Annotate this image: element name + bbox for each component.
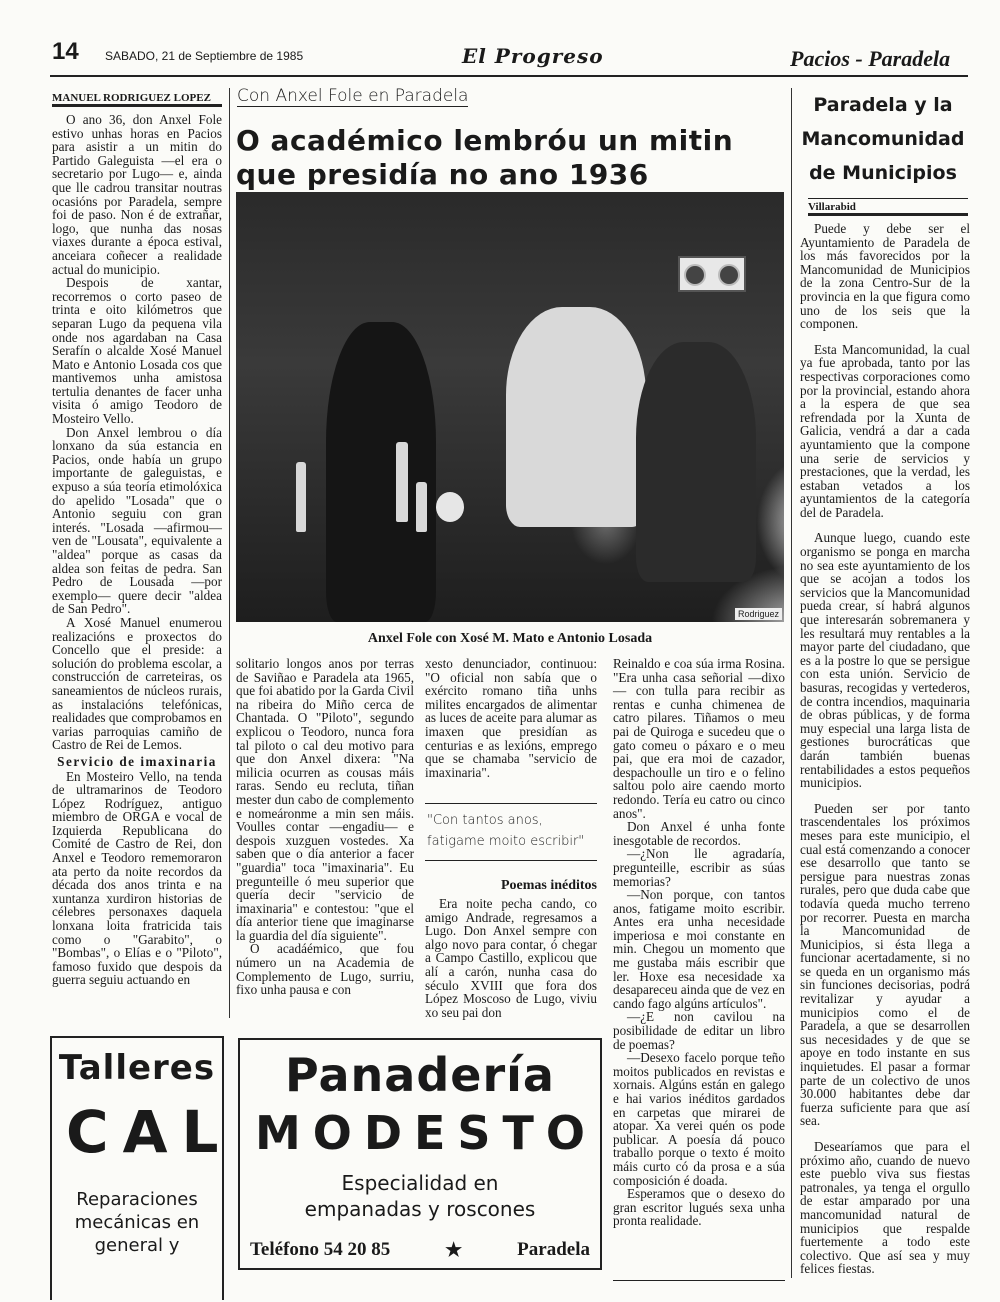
ad-talleres-cal (50, 1036, 233, 1300)
paragraph: A Xosé Manuel enumerou realizacións e proxectos do Concello que el preside: a solución do problema escolar, a construcción de carreteiras, os saneamientos de núcleos rurais, as instalacións telefónicas, realidades que comprobamos en varias parroquias camiño de Castro de Rei de Lemos. (52, 614, 222, 753)
paragraph: Reinaldo e coa súa irma Rosina. "Era unha casa señorial —dixo— con tulla para recibir as rentas e cunha chimenea de catro pilares. Tiñamos o meu pai de Quiroga e sucedeu que o gato comeu o páxaro e o meu pai, que era moi de cazador, despachoulle un tiro e o felino saltou polo aire caendo morto redondo. Tería eu catro ou cinco anos". (613, 656, 785, 821)
radio-in-photo (678, 256, 746, 292)
left-byline: MANUEL RODRIGUEZ LOPEZ (52, 92, 222, 107)
paragraph: Esperamos que o desexo do gran escritor lugués sexa unha pronta realidade. (613, 1186, 785, 1229)
photo-caption: Anxel Fole con Xosé M. Mato e Antonio Losada (367, 631, 653, 646)
header-rule (50, 75, 968, 77)
pull-quote: "Con tantos anos, fatigame moito escribir" (427, 813, 585, 849)
right-byline: Villarabid (808, 198, 968, 216)
paragraph: Despois de xantar, recorremos o corto paseo de trinta e oito kilómetros que separan Lugo da pequena vila onde nos agardaban na Casa Serafín o alcalde Xosé Manuel Mato e Antonio Losada cos que mantivemos unha amistosa tertulia denantes de facer unha visita ó amigo Teodoro de Mosteiro Vello. (52, 275, 222, 427)
paragraph: Don Anxel lembrou o día lonxano da súa estancia en Pacios, onde había un grupo importante de galeguistas, e expuso a súa teoría etimolóxica do apelido "Losada" que o Antonio seguiu con gran interés. "Losada —afirmou— ven de "Lousata", equivalente a "aldea" porque as casas da aldea son feitas de pedra. San Pedro de Lousada —por exemplo— quere decir "aldea de San Pedro". (52, 424, 222, 617)
ad-panaderia-town: Paradela (517, 1239, 590, 1260)
paragraph: —¿Non lle agradaría, pregunteille, escribir as súas memorias? (613, 846, 785, 889)
ad-panaderia-specialty: Especialidad en (341, 1171, 499, 1195)
bottom-rule (613, 1280, 785, 1281)
main-column-1 (236, 657, 414, 1017)
headline: O académico lembróu un mitin que presidía no ano 1936 (236, 124, 734, 191)
paragraph: Don Anxel é unha fonte inesgotable de recordos. (613, 819, 785, 848)
page-number: 14 (52, 38, 79, 65)
photo-credit: Rodriguez (735, 608, 782, 620)
person-right (636, 342, 756, 582)
paragraph: Desearíamos que para el próximo año, cuando de nuevo este pueblo viva sus fiestas patronales, ya tenga el orgullo de estar amparado por una mancomunidad natural de municipios que respalde fuertemente a todo este colectivo. Que así sea y muy felices fiestas. (800, 1139, 970, 1277)
paragraph: —Desexo facelo porque teño moitos publicados en revistas e xornais. Algúns están en galego e hai varios inéditos gardados en carpetas que mirarei de atopar. Xa verei quén os pode publicar. A poesía dá pouco traballo porque o texto é moito máis curto có da prosa e a súa composición é doada. (613, 1050, 785, 1188)
paragraph: En Mosteiro Vello, na tenda de ultramarinos de Teodoro López Rodríguez, antiguo miembro de ORGA e vocal de Izquierda Republicana do Comité de Castro de Rei, don Anxel e Teodoro rememoraron ata perto da noite recordos da década dos anos trinta e na xuntanza xurdiron historias de célebres personaxes daquela lonxana loita fratricida tais como o "Garabito", o "Bombas", o Elías e o "Piloto", famoso fuxido que despois da guerra seguiu actuando en (52, 768, 222, 988)
pull-rule-top (425, 803, 597, 804)
paragraph: xesto denunciador, continuou: "O oficial non sabía que o exército romano tiña unhs milites encargados de alimentar as luces de aceite para alumar as imaxen que presidían as centurias e as lexións, emprego que se chamaba "servicio de imaxinaria". (425, 656, 597, 780)
ad-talleres-text: Reparaciones mecánicas en general y (74, 1189, 200, 1256)
pull-rule-bottom (425, 860, 597, 861)
dateline: SABADO, 21 de Septiembre de 1985 (105, 49, 304, 63)
main-column-3 (613, 657, 785, 1275)
star-icon: ★ (445, 1240, 463, 1261)
paragraph: O acadáémico, que fou número un na Academia de Complemento de Lugo, surriu, fixo unha pausa e con (236, 941, 414, 998)
paragraph: O ano 36, don Anxel Fole estivo unhas horas en Pacios para asistir a un mitin do Partido Galeguista —el era o secretario por Lugo— e, ainda que lle cadrou transitar noutras ocasións por Paradela, sempre foi de paso. Non é de extrañar, logo, que nunha das nosas viaxes durante a época estival, anceiara coñecer a realidade actual do municipio. (52, 112, 222, 277)
section-title: Pacios - Paradela (790, 46, 951, 71)
paragraph: Puede y debe ser el Ayuntamiento de Paradela de los más favorecidos por la Mancomunidad de Municipios de la zona Centro-Sur de la provincia en la que figura como uno de los seis que la componen. (800, 221, 970, 332)
ad-panaderia-modesto (238, 1038, 602, 1270)
paragraph: Aunque luego, cuando este organismo se ponga en marcha no sea este ayuntamiento de los que se acojan a todos los servicios que la Mancomunidad pueda crear, sí habrá algunos que interesarán sobremanera y les resultará muy rentables a la mayor parte del ciudadano, que es a la postre lo que se persigue con esta unión. Servicio de basuras, recogidas y vertederos, de contra incendios, maquinaria de obras públicas, y de forma muy especial una larga lista de gestiones burocráticas que darán también buenas rentabilidades a estos pequeños municipios. (800, 530, 970, 791)
left-column (52, 113, 222, 1013)
ad-panaderia-name: MODESTO (254, 1106, 598, 1160)
column-divider (229, 88, 230, 1018)
subheading: Servicio de imaxinaria (57, 753, 217, 769)
right-headline: Paradela y la Mancomunidad de Municipios (801, 94, 965, 184)
main-column-2-top (425, 657, 597, 792)
ad-talleres-name: CAL (66, 1098, 233, 1166)
paragraph: —¿E non cavilou na posibilidade de editar un libro de poemas? (613, 1009, 785, 1052)
paragraph: Era noite pecha cando, co amigo Andrade, regresamos a Lugo. Don Anxel sempre con algo novo para contar, ó chegar a Campo Castillo, explicou que alí a carón, nunha casa do século XVIII que fora dos López Moscoso de Lugo, viviu xo seu pai don (425, 896, 597, 1020)
right-column (800, 221, 970, 1277)
ad-panaderia-phone: Teléfono 54 20 85 (250, 1239, 391, 1260)
person-left (326, 322, 436, 622)
ad-panaderia-products: empanadas y roscones (304, 1197, 536, 1221)
masthead: El Progreso (462, 44, 604, 68)
paragraph: —Non porque, con tantos anos, fatigame moito escribir. Antes era unha necesidade imperiosa e moi constante en min. Chegou un momento que me gustaba máis escribir que ler. Hoxe esa necesidade xa desapareceu ainda que de vez en cando fago algúns artículos". (613, 887, 785, 1011)
main-column-2-bottom (425, 896, 597, 1020)
ad-talleres-title: Talleres (58, 1048, 216, 1088)
paragraph: Pueden ser por tanto trascendentales los próximos meses para este municipio, el cual está comenzando a conocer ese desarrollo que tanto se persigue para nuestras zonas rurales, pero que duda cabe que todavía queda mucho terreno por recorrer. Puesta en marcha la Mancomunidad de Municipios, si ésta llega a funcionar acertadamente, si no se queda en un organismo más sin funciones decisorias, podrá revitalizar y ayudar a municipios como el de Paradela, a que se desarrollen sus necesidades y de que se apoye en todo instante en sus inquietudes. El pasar a formar parte de un colectivo de unos 30.000 habitantes debe dar fuerza suficiente para que así sea. (800, 800, 970, 1129)
subheading: Poemas inéditos (500, 878, 597, 893)
ad-panaderia-footer (250, 1239, 590, 1262)
column-divider (791, 88, 792, 1278)
person-center (506, 307, 646, 527)
article-photo (236, 192, 784, 622)
paragraph: Esta Mancomunidad, la cual ya fue aprobada, tanto por las respectivas corporaciones como por la provincial, estando ahora a la espera de que sea refrendada por la Xunta de Galicia, vendrá a dar a cada ayuntamiento que la compone una serie de servicios y prestaciones, que la verdad, les estaban vetados a los ayuntamientos de la categoría del de Paradela. (800, 341, 970, 520)
paragraph: solitario longos anos por terras de Saviñao e Paradela ata 1965, que foi abatido por la Garda Civil na ribeira do Miño cerca de Chantada. O "Piloto", segundo explicou o Teodoro, nunca fora tal piloto o cal deu motivo para que don Anxel dixera: "Na milicia ocurren as cousas máis raras. Sendo eu recluta, tiñan mester dun cabo de complemento e nomeáronme a min sen máis. Voulles contar —engadiu— e despois xuzguen vostedes. Xa saben que o día anterior a facer "guardia" toca "imaxinaria". Eu pregunteille ó meu superior que quería decir "servicio de imaxinaria" e contestou: "que el día anterior tiene que imaginarse la guardia del día siguiente". (236, 656, 414, 943)
ad-panaderia-title: Panadería (285, 1048, 555, 1102)
kicker: Con Anxel Fole en Paradela (237, 86, 469, 106)
